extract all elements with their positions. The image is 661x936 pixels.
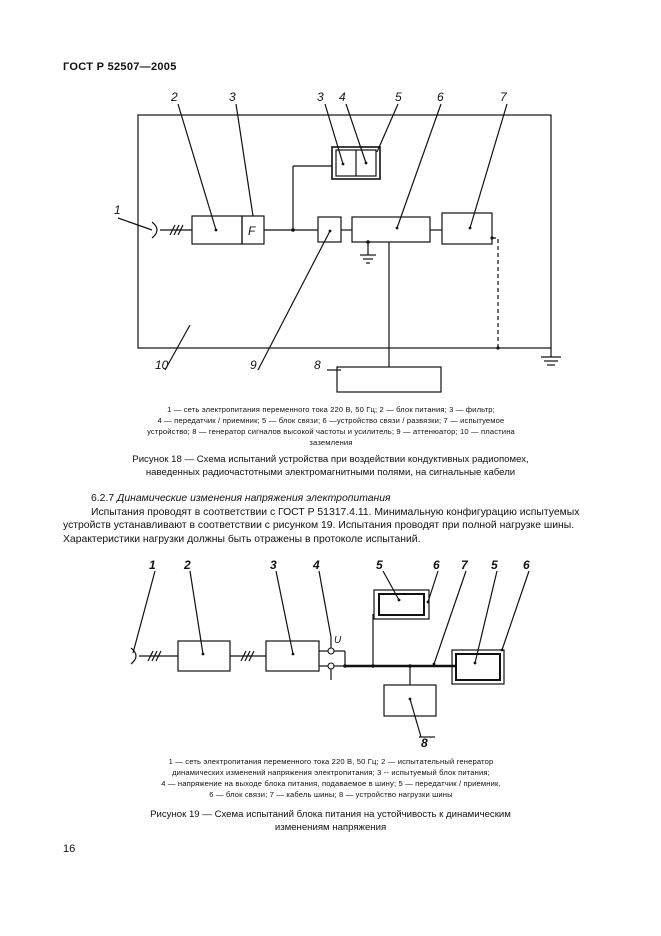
legend-line: 4 — напряжение на выходе блока питания, подаваемое в шину; 5 — передатчик / приемник,: [161, 779, 501, 788]
legend-line: 1 — сеть электропитания переменного тока 220 В, 50 Гц; 2 — блок питания; 3 — фильтр;: [167, 405, 495, 414]
caption-line: Рисунок 19 — Схема испытаний блока питания на устойчивость к динамическим: [150, 809, 511, 820]
label-5-lower: 5: [491, 558, 498, 572]
label-8: 8: [421, 736, 428, 750]
label-3-filter: 3: [229, 90, 236, 104]
psu-under-test-block: [266, 641, 319, 671]
legend-line: 6 — блок связи; 7 — кабель шины; 8 — устройство нагрузки шины: [209, 790, 453, 799]
test-generator-block: [178, 641, 230, 671]
label-2: 2: [171, 90, 178, 104]
label-6: 6: [437, 90, 444, 104]
legend-line: устройство; 8 — генератор сигналов высокой частоты и усилитель; 9 — аттенюатор; 10 — пластина: [147, 427, 515, 436]
communication-unit-lower: [452, 650, 504, 684]
label-3-transceiver: 3: [317, 90, 324, 104]
filter-label: F: [248, 224, 256, 238]
label-2: 2: [184, 558, 191, 572]
voltage-label: U: [334, 635, 342, 646]
label-7: 7: [500, 90, 507, 104]
label-5: 5: [395, 90, 402, 104]
legend-line: 4 — передатчик / приемник; 5 — блок связи; 6 —устройство связи / развязки; 7 — испытуемое: [157, 416, 505, 425]
label-6-upper: 6: [433, 558, 440, 572]
figure-19-legend: [108, 756, 554, 800]
paragraph-line: устройств устанавливают в соответствии с рисунком 19. Испытания проводят при полной нагрузке шины.: [63, 520, 575, 532]
paragraph-line: Характеристики нагрузки должны быть отражены в протоколе испытаний.: [63, 533, 421, 545]
caption-line: наведенных радиочастотными электромагнитными полями, на сигнальные кабели: [145, 467, 516, 478]
figure-19-caption: [100, 808, 561, 834]
label-5-upper: 5: [376, 558, 383, 572]
legend-line: динамических изменений напряжения электропитания; 3 -- испытуемый блок питания;: [172, 768, 490, 777]
label-1: 1: [114, 203, 121, 217]
label-8: 8: [314, 358, 321, 372]
label-10: 10: [155, 358, 169, 372]
caption-line: изменениям напряжения: [274, 822, 387, 833]
standard-header: ГОСТ Р 52507—2005: [63, 61, 177, 73]
label-1: 1: [149, 558, 156, 572]
legend-line: 1 — сеть электропитания переменного тока 220 В, 50 Гц; 2 — испытательный генератор: [168, 757, 494, 766]
label-6-lower: 6: [523, 558, 530, 572]
section-number: 6.2.7: [91, 493, 115, 504]
label-4: 4: [339, 90, 346, 104]
caption-line: Рисунок 18 — Схема испытаний устройства при воздействии кондуктивных радиопомех,: [132, 454, 529, 465]
label-7: 7: [461, 558, 468, 572]
paragraph-line: Испытания проводят в соответствии с ГОСТ Р 51317.4.11. Минимальную конфигурацию испытуемых: [91, 506, 580, 518]
legend-line: заземления: [309, 438, 353, 447]
label-3: 3: [270, 558, 277, 572]
page-number: 16: [63, 843, 76, 855]
section-title: Динамические изменения напряжения электропитания: [117, 493, 391, 504]
label-9: 9: [250, 358, 257, 372]
label-4: 4: [313, 558, 320, 572]
